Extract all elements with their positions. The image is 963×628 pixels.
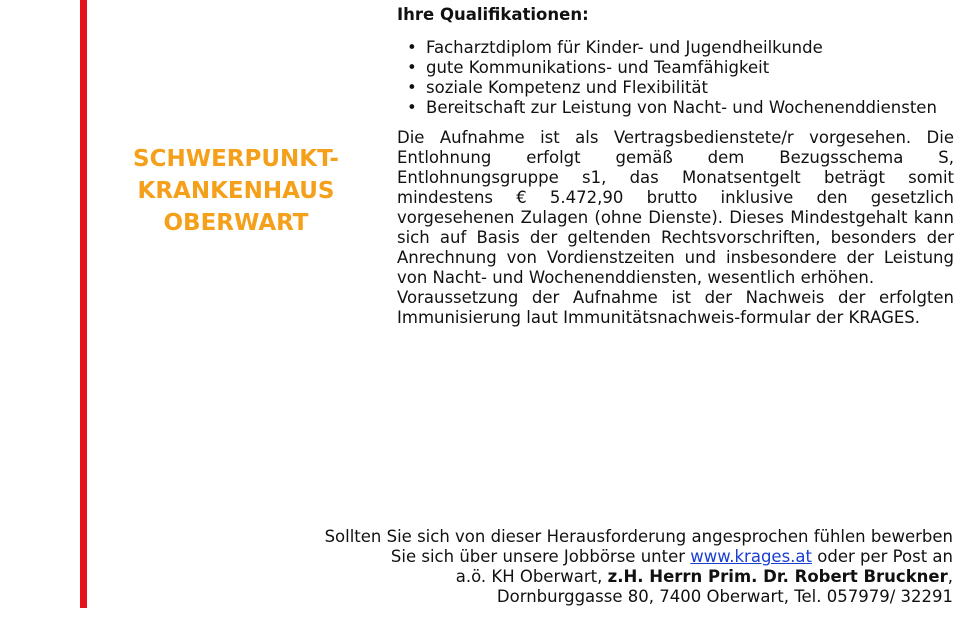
list-item <box>397 58 954 78</box>
list-item-text: soziale Kompetenz und Flexibilität <box>426 78 708 97</box>
footer-address: Dornburggasse 80, 7400 Oberwart, Tel. 057979/ 32291 <box>496 587 953 606</box>
footer-text: Sie sich über unsere Jobbörse unter <box>390 547 686 566</box>
krages-website-link[interactable]: www.krages.at <box>690 547 812 566</box>
bullet-icon: • <box>407 38 417 57</box>
footer-line: Sollten Sie sich von dieser Herausforderung angesprochen fühlen bewerben <box>324 527 953 546</box>
qualifications-heading: Ihre Qualifikationen: <box>397 5 589 24</box>
hospital-name <box>100 143 372 239</box>
list-item <box>397 78 954 98</box>
hospital-name-line: OBERWART <box>163 210 309 236</box>
bullet-icon: • <box>407 98 417 117</box>
hospital-name-line: SCHWERPUNKT- <box>133 146 339 172</box>
bullet-icon: • <box>407 78 417 97</box>
red-accent-bar <box>80 0 87 608</box>
footer-text: oder per Post an <box>817 547 953 566</box>
footer-line <box>153 567 953 587</box>
footer-text: a.ö. KH Oberwart, <box>455 567 603 586</box>
application-footer <box>153 527 953 607</box>
main-column <box>397 5 954 328</box>
footer-line <box>153 547 953 567</box>
hospital-name-line: KRANKENHAUS <box>137 178 335 204</box>
list-item-text: Bereitschaft zur Leistung von Nacht- und Wochenenddiensten <box>426 98 937 117</box>
contact-person: z.H. Herrn Prim. Dr. Robert Bruckner <box>607 567 948 586</box>
immunisation-paragraph: Voraussetzung der Aufnahme ist der Nachweis der erfolgten Immunisierung laut Immunitätsnachweis-formular der KRAGES. <box>397 288 954 327</box>
bullet-icon: • <box>407 58 417 77</box>
list-item <box>397 98 954 118</box>
salary-paragraph: Die Aufnahme ist als Vertragsbedienstete/r vorgesehen. Die Entlohnung erfolgt gemäß dem Bezugsschema S, Entlohnungsgruppe s1, das Monatsentgelt beträgt somit mindestens € 5.472,90 brutto inklusive den gesetzlich vorgesehenen Zulagen (ohne Dienste). Dieses Mindestgehalt kann sich auf Basis der geltenden Rechtsvorschriften, besonders der Anrechnung von Vordienstzeiten und insbesondere der Leistung von Nacht- und Wochenenddiensten, wesentlich erhöhen. <box>397 128 954 287</box>
qualifications-list <box>397 38 954 118</box>
list-item <box>397 38 954 58</box>
list-item-text: gute Kommunikations- und Teamfähigkeit <box>426 58 770 77</box>
list-item-text: Facharztdiplom für Kinder- und Jugendheilkunde <box>426 38 823 57</box>
footer-text: , <box>947 567 953 586</box>
